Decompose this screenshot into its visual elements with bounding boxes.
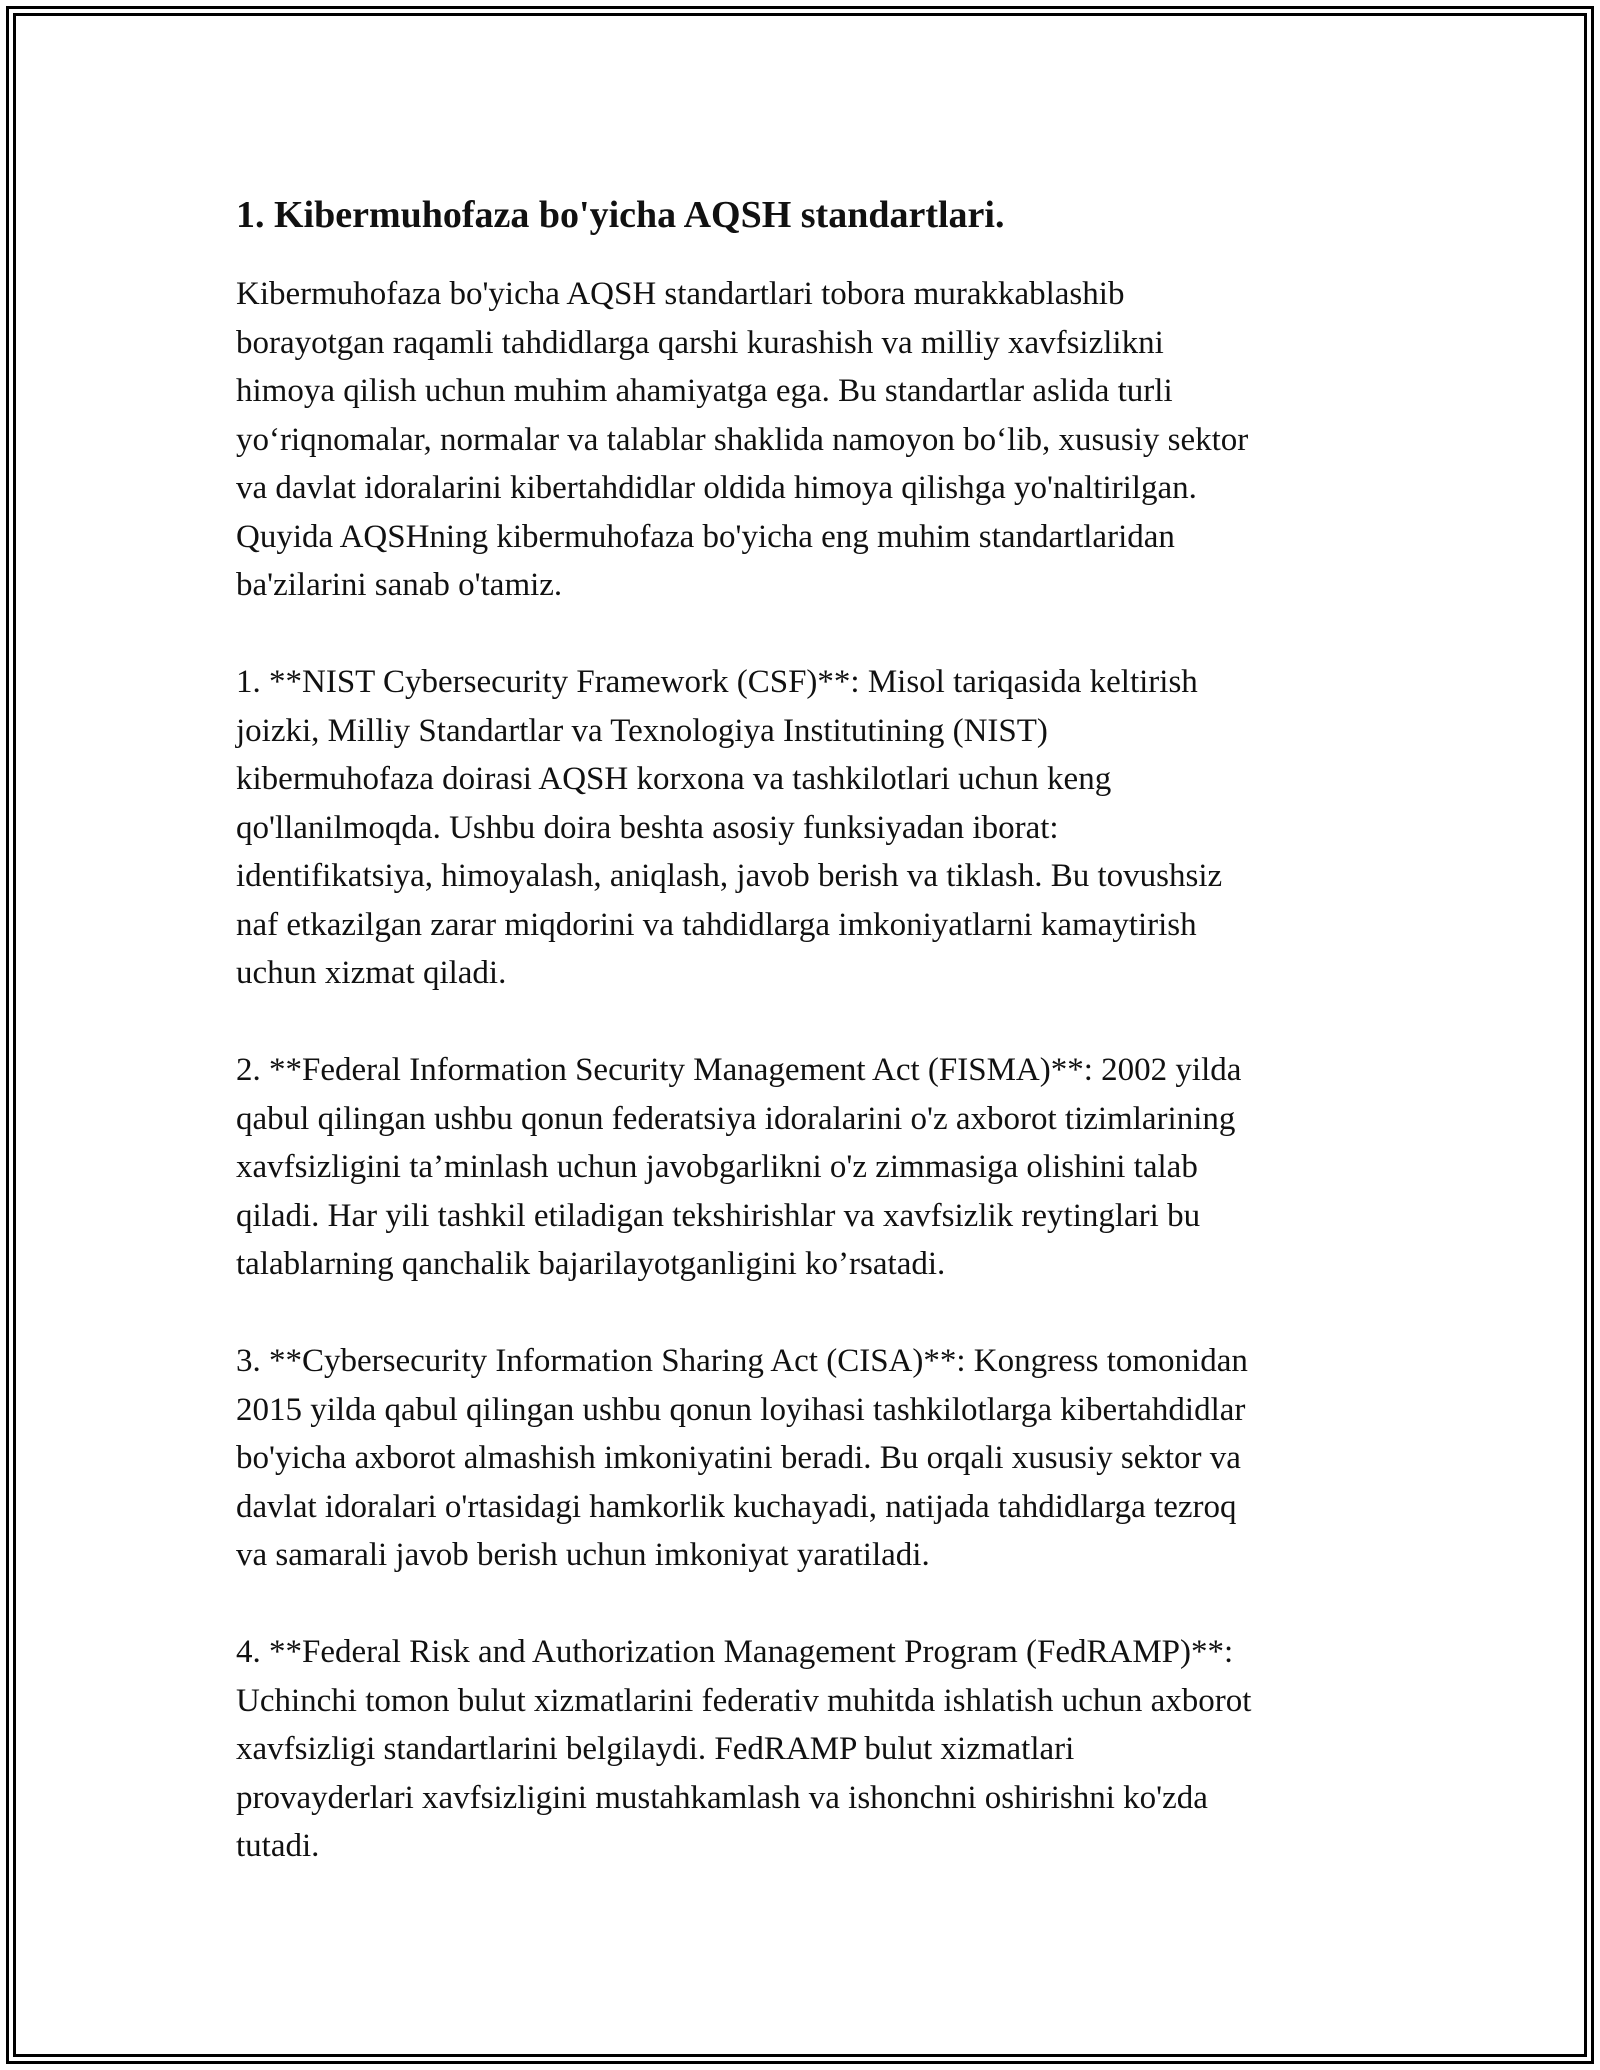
- document-body: [236, 270, 1376, 1871]
- fisma-paragraph: [236, 1046, 1376, 1289]
- text-line: kibermuhofaza doirasi AQSH korxona va tashkilotlari uchun keng: [236, 761, 1112, 797]
- text-line: naf etkazilgan zarar miqdorini va tahdidlarga imkoniyatlarni kamaytirish: [236, 906, 1197, 943]
- text-line: xavfsizligi standartlarini belgilaydi. FedRAMP bulut xizmatlari: [236, 1731, 1075, 1767]
- cisa-paragraph: [236, 1337, 1376, 1580]
- text-line: ba'zilarini sanab o'tamiz.: [236, 567, 563, 603]
- text-line: Kibermuhofaza bo'yicha AQSH standartlari tobora murakkablashib: [236, 276, 1125, 312]
- text-line: va davlat idoralarini kibertahdidlar oldida himoya qilishga yo'naltirilgan.: [236, 470, 1197, 506]
- text-line: tutadi.: [236, 1828, 320, 1864]
- document-heading: 1. Kibermuhofaza bo'yicha AQSH standartlari.: [236, 194, 1005, 236]
- text-line: yo‘riqnomalar, normalar va talablar shaklida namoyon bo‘lib, xususiy sektor: [236, 421, 1249, 458]
- text-line: Uchinchi tomon bulut xizmatlarini federativ muhitda ishlatish uchun axborot: [236, 1682, 1252, 1719]
- text-line: qo'llanilmoqda. Ushbu doira beshta asosiy funksiyadan iborat:: [236, 809, 1059, 846]
- document-content: [236, 182, 1376, 1919]
- text-line: qabul qilingan ushbu qonun federatsiya idoralarini o'z axborot tizimlarining: [236, 1100, 1236, 1137]
- text-line: xavfsizligini ta’minlash uchun javobgarlikni o'z zimmasiga olishini talab: [236, 1149, 1198, 1185]
- text-line: va samarali javob berish uchun imkoniyat yaratiladi.: [236, 1537, 930, 1573]
- fedramp-paragraph: [236, 1628, 1376, 1871]
- text-line: himoya qilish uchun muhim ahamiyatga ega. Bu standartlar aslida turli: [236, 373, 1173, 409]
- nist-csf-paragraph: [236, 658, 1376, 998]
- text-line: 2015 yilda qabul qilingan ushbu qonun loyihasi tashkilotlarga kibertahdidlar: [236, 1391, 1246, 1428]
- text-line: joizki, Milliy Standartlar va Texnologiya Institutining (NIST): [236, 712, 1048, 749]
- text-line: 2. **Federal Information Security Management Act (FISMA)**: 2002 yilda: [236, 1052, 1242, 1088]
- text-line: talablarning qanchalik bajarilayotganligini ko’rsatadi.: [236, 1246, 946, 1282]
- text-line: Quyida AQSHning kibermuhofaza bo'yicha eng muhim standartlaridan: [236, 518, 1175, 555]
- text-line: davlat idoralari o'rtasidagi hamkorlik kuchayadi, natijada tahdidlarga tezroq: [236, 1488, 1237, 1525]
- text-line: 1. **NIST Cybersecurity Framework (CSF)**: Misol tariqasida keltirish: [236, 664, 1198, 700]
- intro-paragraph: [236, 270, 1376, 610]
- text-line: provayderlari xavfsizligini mustahkamlash va ishonchni oshirishni ko'zda: [236, 1779, 1208, 1816]
- text-line: qiladi. Har yili tashkil etiladigan tekshirishlar va xavfsizlik reytinglari bu: [236, 1197, 1201, 1234]
- text-line: 4. **Federal Risk and Authorization Management Program (FedRAMP)**:: [236, 1634, 1234, 1670]
- text-line: bo'yicha axborot almashish imkoniyatini beradi. Bu orqali xususiy sektor va: [236, 1440, 1241, 1476]
- text-line: uchun xizmat qiladi.: [236, 955, 507, 991]
- text-line: 3. **Cybersecurity Information Sharing Act (CISA)**: Kongress tomonidan: [236, 1343, 1248, 1379]
- text-line: identifikatsiya, himoyalash, aniqlash, javob berish va tiklash. Bu tovushsiz: [236, 858, 1223, 894]
- text-line: borayotgan raqamli tahdidlarga qarshi kurashish va milliy xavfsizlikni: [236, 324, 1164, 361]
